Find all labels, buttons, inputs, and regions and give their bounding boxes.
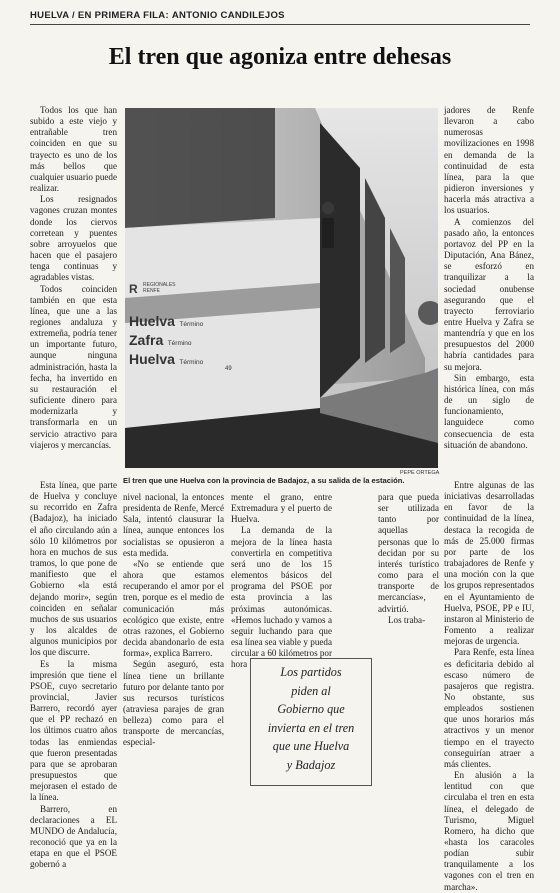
paragraph: para que pueda ser utilizada tanto por aquellas personas que lo decidan por su interés turístico como para el transporte de mercancías», advirtió. [378,492,439,614]
destination-suffix: Término [179,359,204,366]
paragraph: jadores de Renfe llevaron a cabo numerosas movilizaciones en 1998 en demanda de la continuidad de esta línea, para la que pidieron inversiones y hacerla más atractiva a los usuarios. [444,105,534,216]
destination-city: Huelva [129,313,175,329]
destination-suffix: Término [179,321,204,328]
pull-quote [250,658,372,786]
pull-quote-line: Gobierno que [277,702,345,717]
paragraph: Es la misma impresión que tiene el PSOE, cuyo secretario provincial, Javier Barrero, recordó ayer que el PP rechazó en los últimos cuatro años todas las enmiendas que fueron presentadas para que se aprobaran presupuestos que mejorasen el estado de la línea. [30,658,117,803]
article-column-4 [338,492,439,626]
paragraph: La demanda de la mejora de la línea hasta convertirla en competitiva será uno de los 15 elementos básicos del programa del PSOE por esta provincia a las próximas autonómicas. «Hemos luchado y vamos a seguir luchando para que esa línea sea viable y pueda circular a 60 kilómetros por hora [231,525,333,670]
paragraph: Sin embargo, esta histórica línea, con más de un siglo de funcionamiento, languidece como consecuencia de esta situación de abandono. [444,372,534,450]
article-column-3 [231,492,332,671]
pull-quote-line: y Badajoz [286,757,336,772]
paragraph: Los traba- [388,614,426,625]
article-column-5-lower [444,480,534,893]
train-number: 49 [225,366,232,372]
destination-suffix: Término [167,340,192,347]
article-column-2 [123,492,224,749]
pull-quote-line: que une Huelva [272,739,350,754]
paragraph: Entre algunas de las iniciativas desarrolladas en favor de la continuidad de la línea, destaca la recogida de más de 25.000 firmas por parte de los trabajadores de Renfe y una moción con la que los grupos representados en el Ayuntamiento de Huelva, PSOE, PP e IU, instaron al Ministerio de Fomento a realizar mejoras de urgencia. [444,480,534,647]
section-label: HUELVA / EN PRIMERA FILA: [30,10,169,21]
paragraph: Barrero, en declaraciones a EL MUNDO de Andalucía, reconoció que ya en la etapa en que el PSOE gobernó a [30,803,117,870]
header-rule [30,24,530,25]
article-column-1 [30,105,117,451]
pull-quote-line: piden al [291,683,331,698]
headline: El tren que agoniza entre dehesas [108,44,452,70]
paragraph: A comienzos del pasado año, la entonces portavoz del PP en la Diputación, Ana Bánez, se esforzó en tranquilizar a la sociedad onubense asegurando que el trayecto ferroviario entre Huelva y Zafra se mantendría y que en los presupuestos del 2000 habría cantidades para su mejora. [444,216,534,372]
train-photo [125,108,438,468]
article-column-1-lower [30,480,117,870]
train-photo-illustration [125,108,438,468]
photo-caption: El tren que une Huelva con la provincia de Badajoz, a su salida de la estación. [123,476,405,485]
train-brand-line-2: RENFE [143,288,160,294]
author-name: ANTONIO CANDILEJOS [171,10,285,21]
paragraph: Para Renfe, esta línea es deficitaria debido al escaso número de pasajeros que registra. No obstante, sus empleados sostienen que unos horarios más atractivos y un menor tiempo en el trayecto conseguirían atraer a más clientes. [444,647,534,769]
paragraph: Los resignados vagones cruzan montes donde los ciervos corretean y puentes sobre arroyuelos que hacen que el pasajero tenga continuas y agradables vistas. [30,194,117,283]
paragraph: En alusión a la lentitud con que circulaba el tren en esta línea, el delegado de Turismo, Miguel Romero, ha dicho que «hasta los caracoles podían subir tranquilamente a los vagones con el tren en marcha». [444,770,534,892]
paragraph: Todos coinciden también en que esta línea, que une a las regiones andaluza y extremeña, podría tener un importante futuro, aunque ninguna administración, hasta la fecha, ha invertido en su restauración el suficiente dinero para modernizarla y transformarla en un servicio atractivo para viajeros y mercancías. [30,283,117,450]
destination-city: Zafra [129,332,164,348]
pull-quote-line: invierta en el tren [267,720,355,735]
section-header [30,10,285,21]
paragraph: nivel nacional, la entonces presidenta de Renfe, Mercé Sala, intentó clausurar la línea, aunque entonces los socialistas se opusieron a esta medida. [123,492,224,558]
article-column-5 [444,105,534,451]
paragraph: «No se entiende que ahora que estamos recuperando el amor por el tren, porque es el medio de comunicación más ecológico que existe, entre otras razones, el Gobierno decida abandonarlo de esta forma», explica Barrero. [123,558,224,659]
renfe-logo: R [129,282,138,296]
train-brand-line-1: REGIONALES [143,282,176,288]
pull-quote-line: Los partidos [280,665,342,679]
paragraph: Todos los que han subido a este viejo y entrañable tren coinciden en que su trayecto es uno de los más bellos que cualquier usuario puede realizar. [30,105,117,194]
photo-credit: PEPE ORTEGA [400,470,440,476]
destination-city: Huelva [129,351,175,367]
paragraph: Según aseguró, esta línea tiene un brillante futuro por delante tanto por sus recursos turísticos (atraviesa parajes de gran belleza) como para el transporte de mercancías, especial- [123,659,224,748]
paragraph: mente el grano, entre Extremadura y el puerto de Huelva. [231,492,332,525]
destination-board [129,313,203,370]
paragraph: Esta línea, que parte de Huelva y concluye su recorrido en Zafra (Badajoz), ha iniciado el año circulando aún a sólo 10 kilómetros por hora en muchos de sus tramos, lo que pone de manifiesto que el Gobierno «la está dejando morir», según coinciden en señalar muchos de sus usuarios y los alcaldes de algunos municipios por los que discurre. [30,480,117,658]
